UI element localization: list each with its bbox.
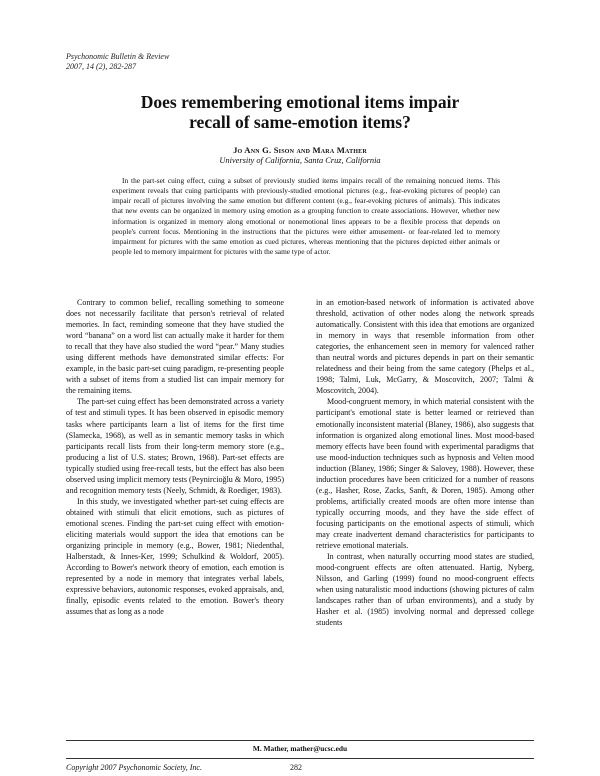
- title-line-1: Does remembering emotional items impair: [140, 92, 460, 112]
- author-list: Jo Ann G. Sison and Mara Mather: [233, 145, 367, 155]
- body-paragraph: Contrary to common belief, recalling something to someone does not necessarily facilitate that person's retrieval of related memories. In fact, reminding someone that they have studied the word “banana” on a word list can actually make it harder for them to recall that they have also studied the word “pear.” Many studies using different methods have demonstrated similar effects: For example, in the basic part-set cuing paradigm, re-presenting people with a subset of items from a studied list can impair memory for the remaining items.: [66, 298, 284, 396]
- body-paragraph: in an emotion-based network of information is activated above threshold, activation of other nodes along the network spreads automatically. Consistent with this idea that emotions are organized in memory in ways that resemble information from other categories, the enhancement seen in memory for valenced rather than neutral words and pictures depends in part on their semantic relatedness and their being from the same category (Phelps et al., 1998; Talmi, Luk, McGarry, & Moscovitch, 2007; Talmi & Moscovitch, 2004).: [316, 298, 534, 396]
- bottom-divider: [66, 758, 534, 759]
- journal-header: [66, 52, 169, 71]
- body-paragraph: In this study, we investigated whether part-set cuing effects are obtained with stimuli that elicit emotions, such as pictures of emotional scenes. Finding the part-set cuing effect with emotion-eliciting materials would support the idea that emotions can be organizing principle in memory (e.g., Bower, 1981; Niedenthal, Halberstadt, & Innes-Ker, 1999; Schulkind & Woldorf, 2005). According to Bower's network theory of emotion, each emotion is represented by a node in memory that integrates verbal labels, expressive behaviors, autonomic responses, evoked appraisals, and, finally, episodic events related to the emotion. Bower's theory assumes that as long as a node: [66, 496, 284, 617]
- article-title: [60, 92, 540, 132]
- title-line-2: recall of same-emotion items?: [189, 112, 411, 132]
- correspondence-email: M. Mather, mather@ucsc.edu: [252, 744, 348, 753]
- body-paragraph: Mood-congruent memory, in which material consistent with the participant's emotional state is better learned or retrieved than emotionally inconsistent material (Blaney, 1986), also suggests that information is organized along emotional lines. Most mood-based memory effects have been found with experimental paradigms that use mood-induction techniques such as hypnosis and Velten mood induction (Blaney, 1986; Singer & Salovey, 1988). However, these induction procedures have been criticized for a number of reasons (e.g., Hasher, Rose, Zacks, Sanft, & Doren, 1985). Among other problems, artificially created moods are often more intense than typically occurring moods, and they have the side effect of focusing participants on the emotional aspects of stimuli, which may create inadvertent demand characteristics for participants to retrieve emotional materials.: [316, 397, 534, 551]
- body-column-right: [316, 297, 534, 628]
- body-paragraph: The part-set cuing effect has been demonstrated across a variety of test and stimuli types. It has been observed in episodic memory tasks where participants learn a list of items for the first time (Slamecka, 1968), as well as in semantic memory tasks in which participants recall lists from their long-term memory store (e.g., producing a list of U.S. states; Brown, 1968). Part-set effects are typically studied using free-recall tests, but the effect has also been observed using implicit memory tests (Peynircioğlu & Moro, 1995) and recognition memory tests (Neely, Schmidt, & Roediger, 1983).: [66, 397, 284, 495]
- author-affiliation: University of California, Santa Cruz, California: [219, 156, 381, 165]
- footer-divider: [66, 740, 534, 741]
- page-number: 282: [290, 763, 302, 772]
- body-column-left: [66, 297, 284, 617]
- copyright-notice: Copyright 2007 Psychonomic Society, Inc.: [66, 763, 202, 772]
- journal-citation: 2007, 14 (2), 282-287: [66, 61, 136, 71]
- journal-name: Psychonomic Bulletin & Review: [66, 52, 170, 61]
- body-paragraph: In contrast, when naturally occurring mood states are studied, mood-congruent effects are often attenuated. Hartig, Nyberg, Nilsson, and Garling (1999) found no mood-congruent effects when using naturalistic mood inductions (showing pictures of calm landscapes rather than of urban environments), and a study by Hasher et al. (1985) involving normal and depressed college students: [316, 552, 534, 628]
- abstract: In the part-set cuing effect, cuing a subset of previously studied items impairs recall of the remaining noncued items. This experiment reveals that cuing participants with previously-studied emotional pictures (e.g., fear-evoking pictures of people) can impair recall of pictures involving the same emotion but different content (e.g., fear-evoking pictures of animals). This indicates that new events can be organized in memory using emotion as a grouping function to create associations. However, whether new information is organized in memory along emotional or nonemotional lines appears to be a flexible process that depends on people's current focus. Mentioning in the instructions that the pictures were either amusement- or fear-related led to memory impairment for pictures with the same emotion as cued pictures, whereas mentioning that the pictures depicted either animals or people led to memory impairment for pictures with the same type of actor.: [112, 176, 500, 257]
